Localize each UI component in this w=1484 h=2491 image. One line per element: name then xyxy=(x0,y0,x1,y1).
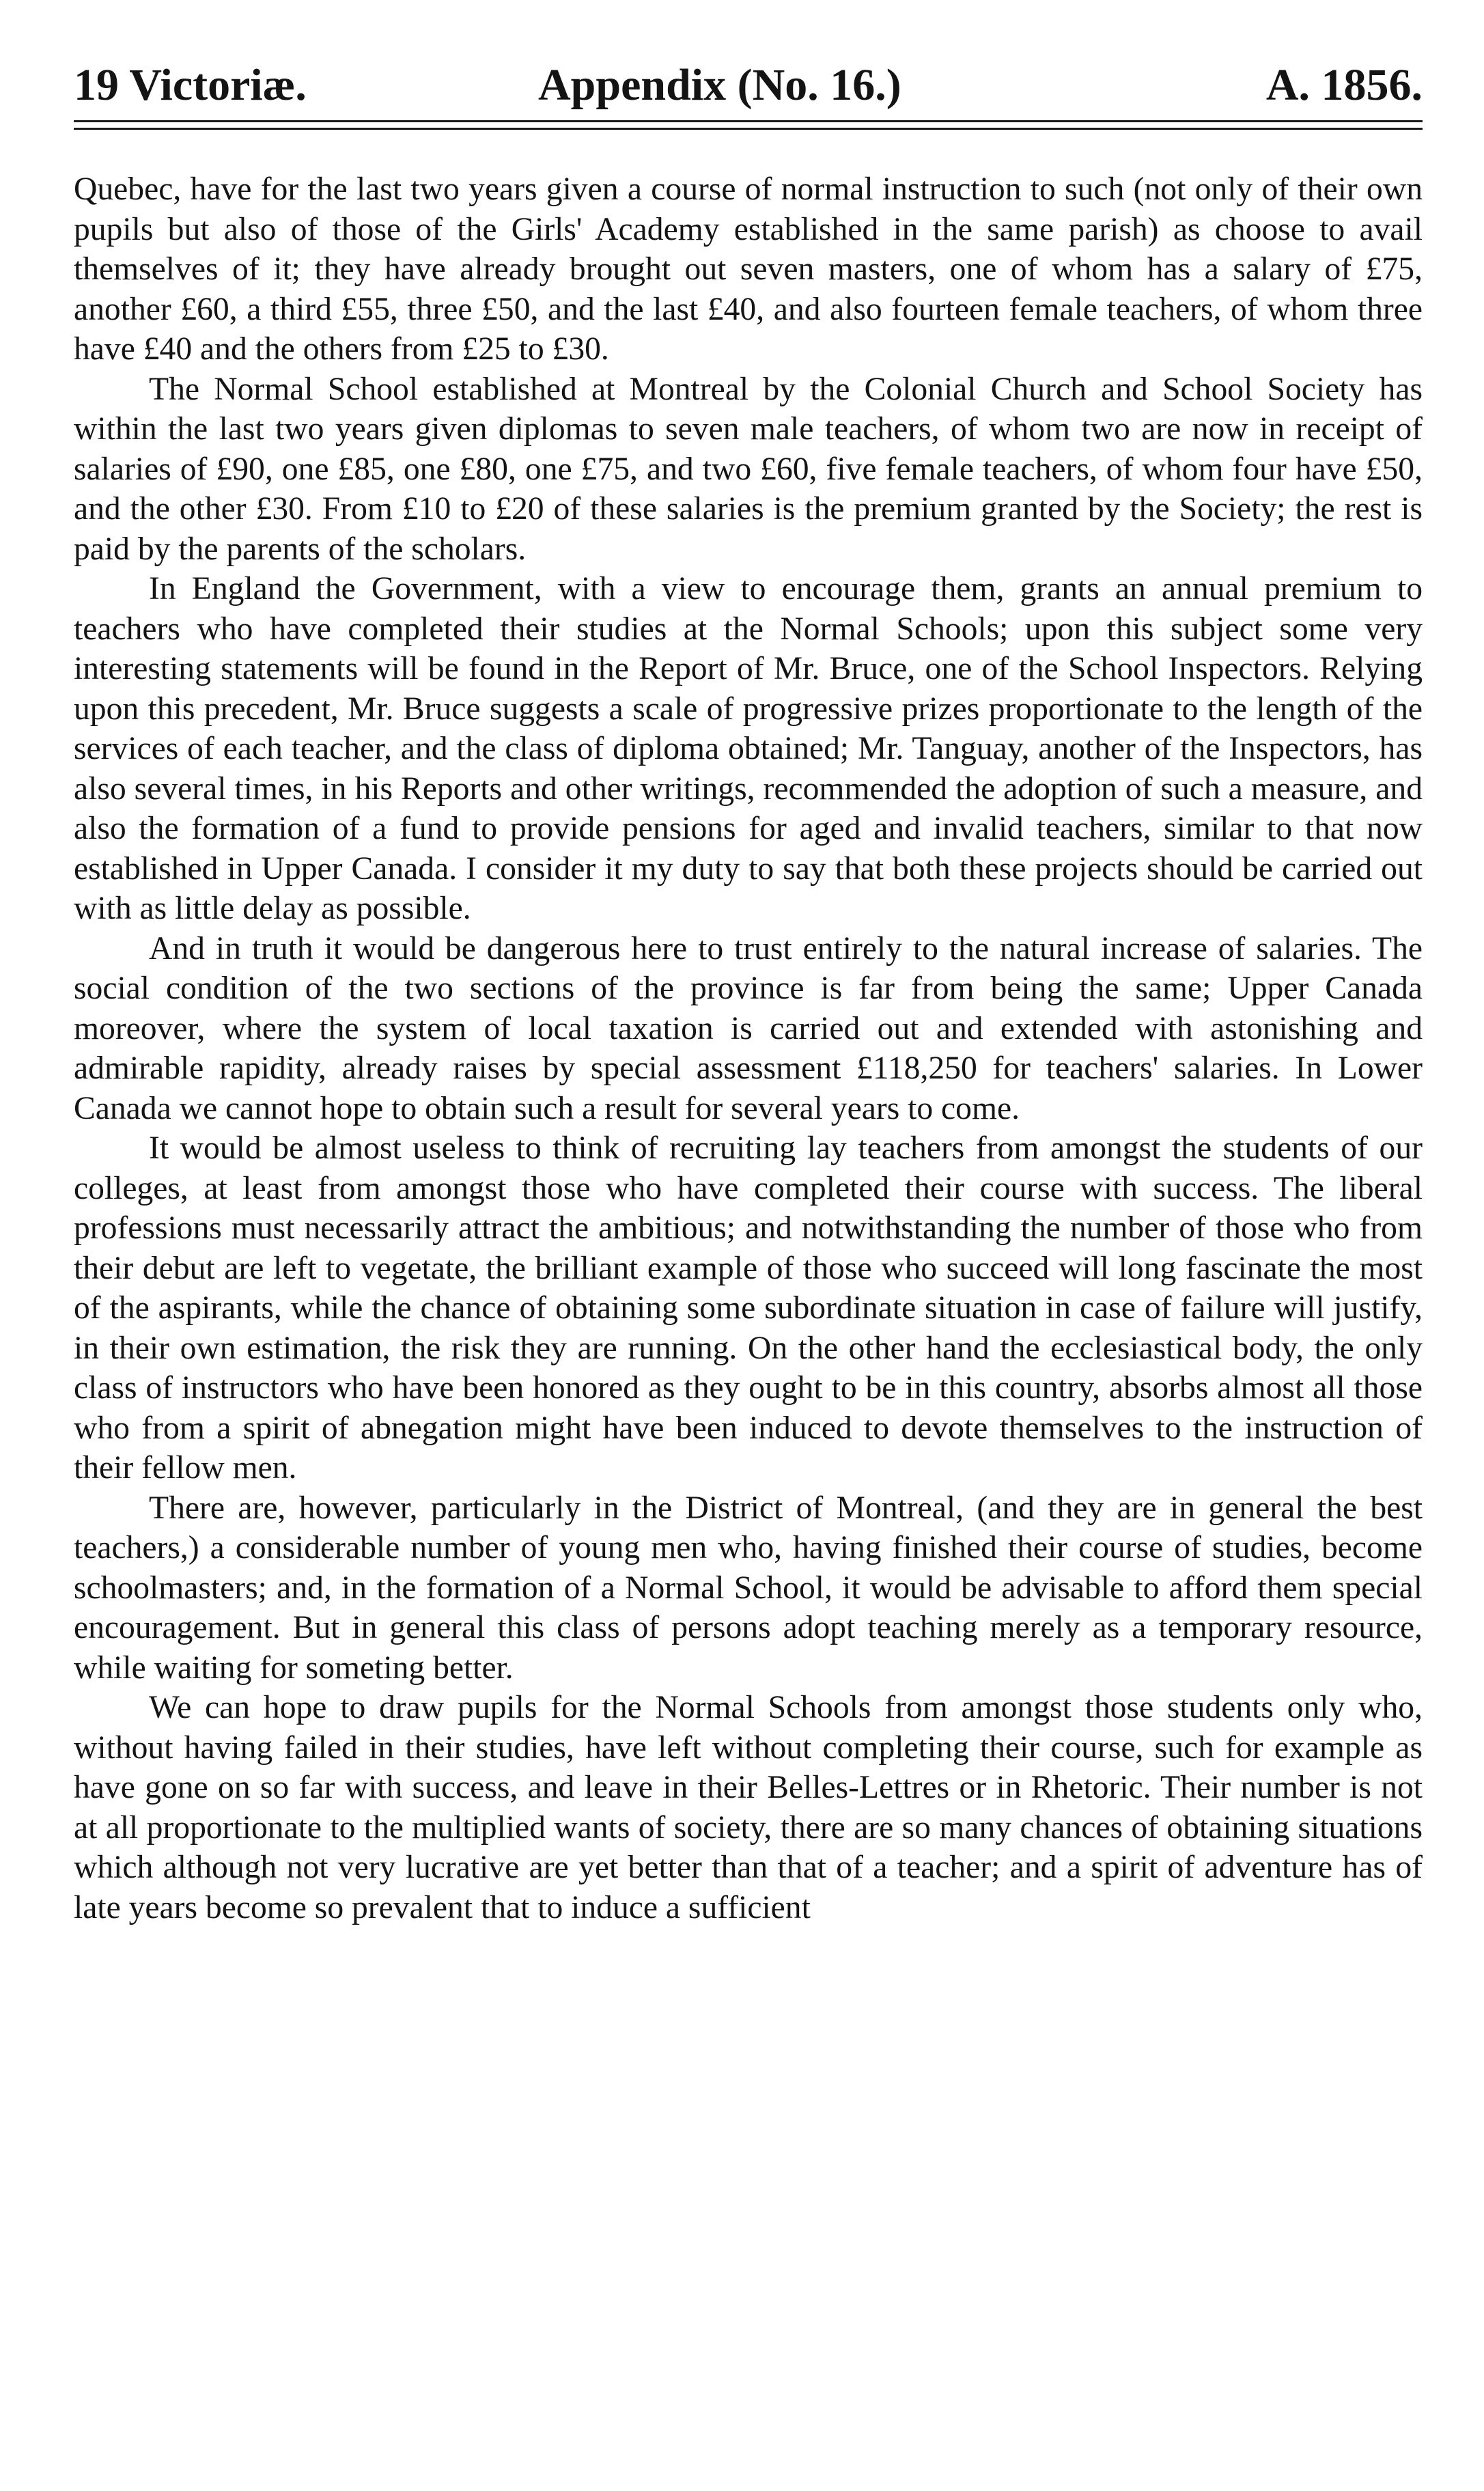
paragraph-2: The Normal School established at Montreal by the Colonial Church and School Society has within the last two years given diplomas to seven male teachers, of whom two are now in receipt of salaries of £90, one £85, one £80, one £75, and two £60, five female teachers, of whom four have £50, and the other £30. From £10 to £20 of these salaries is the premium granted by the Society; the rest is paid by the parents of the scholars. xyxy=(74,371,1423,567)
paragraph-7: We can hope to draw pupils for the Normal Schools from amongst those students only who, without having failed in their studies, have left without completing their course, such for example as have gone on so far with success, and leave in their Belles-Lettres or in Rhetoric. Their number is not at all proportionate to the multiplied wants of society, there are so many chances of obtaining situations which although not very lucrative are yet better than that of a teacher; and a spirit of adventure has of late years become so prevalent that to induce a sufficient xyxy=(74,1690,1423,1925)
page-header xyxy=(74,38,1423,113)
body-text xyxy=(74,169,1423,1928)
paragraph-6: There are, however, particularly in the District of Montreal, (and they are in general the best teachers,) a considerable number of young men who, having finished their course of studies, become schoolmasters; and, in the formation of a Normal School, it would be advisable to afford them special encouragement. But in general this class of persons adopt teaching merely as a temporary resource, while waiting for someting better. xyxy=(74,1490,1423,1686)
header-appendix-title: Appendix (No. 16.) xyxy=(538,60,901,110)
header-rule-bottom xyxy=(74,128,1423,130)
paragraph-1: Quebec, have for the last two years given a course of normal instruction to such (not only of their own pupils but also of those of the Girls' Academy established in the same parish) as choose to avail themselves of it; they have already brought out seven masters, one of whom has a salary of £75, another £60, a third £55, three £50, and the last £40, and also fourteen female teachers, of whom three have £40 and the others from £25 to £30. xyxy=(74,171,1423,367)
header-regnal-year: 19 Victoriæ. xyxy=(74,60,307,110)
header-year: A. 1856. xyxy=(1265,60,1423,110)
document-page xyxy=(74,38,1423,1928)
header-rule-top xyxy=(74,120,1423,122)
paragraph-5: It would be almost useless to think of recruiting lay teachers from amongst the students of our colleges, at least from amongst those who have completed their course with success. The liberal professions must necessarily attract the ambitious; and notwithstanding the number of those who from their debut are left to vegetate, the brilliant example of those who succeed will long fascinate the most of the aspirants, while the chance of obtaining some subordinate situation in case of failure will justify, in their own estimation, the risk they are running. On the other hand the ecclesiastical body, the only class of instructors who have been honored as they ought to be in this country, absorbs almost all those who from a spirit of abnegation might have been induced to devote themselves to the instruction of their fellow men. xyxy=(74,1130,1423,1486)
paragraph-3: In England the Government, with a view to encourage them, grants an annual premium to teachers who have completed their studies at the Normal Schools; upon this subject some very interesting statements will be found in the Report of Mr. Bruce, one of the School Inspectors. Relying upon this precedent, Mr. Bruce suggests a scale of progressive prizes proportionate to the length of the services of each teacher, and the class of diploma obtained; Mr. Tanguay, another of the Inspectors, has also several times, in his Reports and other writings, recommended the adoption of such a measure, and also the formation of a fund to provide pensions for aged and invalid teachers, similar to that now established in Upper Canada. I consider it my duty to say that both these projects should be carried out with as little delay as possible. xyxy=(74,571,1423,926)
paragraph-4: And in truth it would be dangerous here to trust entirely to the natural increase of salaries. The social condition of the two sections of the province is far from being the same; Upper Canada moreover, where the system of local taxation is carried out and extended with astonishing and admirable rapidity, already raises by special assessment £118,250 for teachers' salaries. In Lower Canada we cannot hope to obtain such a result for several years to come. xyxy=(74,930,1423,1126)
